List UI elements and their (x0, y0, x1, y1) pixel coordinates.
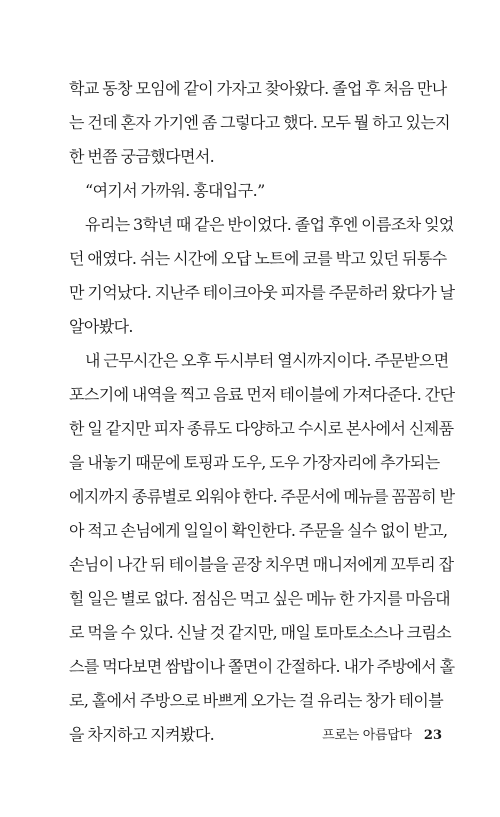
text-line: 로 먹을 수 있다. 신날 것 같지만, 매일 토마토소스나 크림소 (69, 623, 452, 642)
text-line: 힐 일은 별로 없다. 점심은 먹고 싶은 메뉴 한 가지를 마음대 (69, 589, 451, 608)
page-footer (322, 724, 442, 743)
text-line: 에지까지 종류별로 외워야 한다. 주문서에 메뉴를 꼼꼼히 받 (69, 487, 455, 506)
text-line: 손님이 나간 뒤 테이블을 곧장 치우면 매니저에게 꼬투리 잡 (69, 555, 454, 574)
text-line: 을 차지하고 지켜봤다. (69, 725, 215, 744)
text-line: 스를 먹다보면 쌈밥이나 쫄면이 간절하다. 내가 주방에서 홀 (69, 657, 455, 676)
text-line: 로, 홀에서 주방으로 바쁘게 오가는 걸 유리는 창가 테이블 (69, 691, 444, 710)
text-line: 을 내놓기 때문에 토핑과 도우, 도우 가장자리에 추가되는 (69, 453, 440, 472)
page-number: 23 (423, 728, 442, 743)
text-line: 알아봤다. (69, 317, 133, 336)
text-line: 아 적고 손님에게 일일이 확인한다. 주문을 실수 없이 받고, (69, 521, 448, 540)
text-line: 학교 동창 모임에 같이 가자고 찾아왔다. 졸업 후 처음 만나 (69, 79, 447, 98)
running-title: 프로는 아름답다 (322, 728, 412, 743)
text-line: 한 번쯤 궁금했다면서. (69, 147, 215, 166)
paragraph-start-line: 내 근무시간은 오후 두시부터 열시까지이다. 주문받으면 (85, 351, 449, 370)
text-line: 던 애였다. 쉬는 시간에 오답 노트에 코를 박고 있던 뒤통수 (69, 249, 447, 268)
text-line: 포스기에 내역을 찍고 음료 먼저 테이블에 가져다준다. 간단 (69, 385, 455, 404)
dialogue-line: “여기서 가까워. 홍대입구.” (85, 181, 265, 200)
paragraph-start-line: 유리는 3학년 때 같은 반이었다. 졸업 후엔 이름조차 잊었 (85, 215, 454, 234)
text-line: 는 건데 혼자 가기엔 좀 그렇다고 했다. 모두 뭘 하고 있는지 (69, 113, 451, 132)
text-line: 만 기억났다. 지난주 테이크아웃 피자를 주문하러 왔다가 날 (69, 283, 455, 302)
text-line: 한 일 같지만 피자 종류도 다양하고 수시로 본사에서 신제품 (69, 419, 454, 438)
body-text (69, 72, 459, 752)
